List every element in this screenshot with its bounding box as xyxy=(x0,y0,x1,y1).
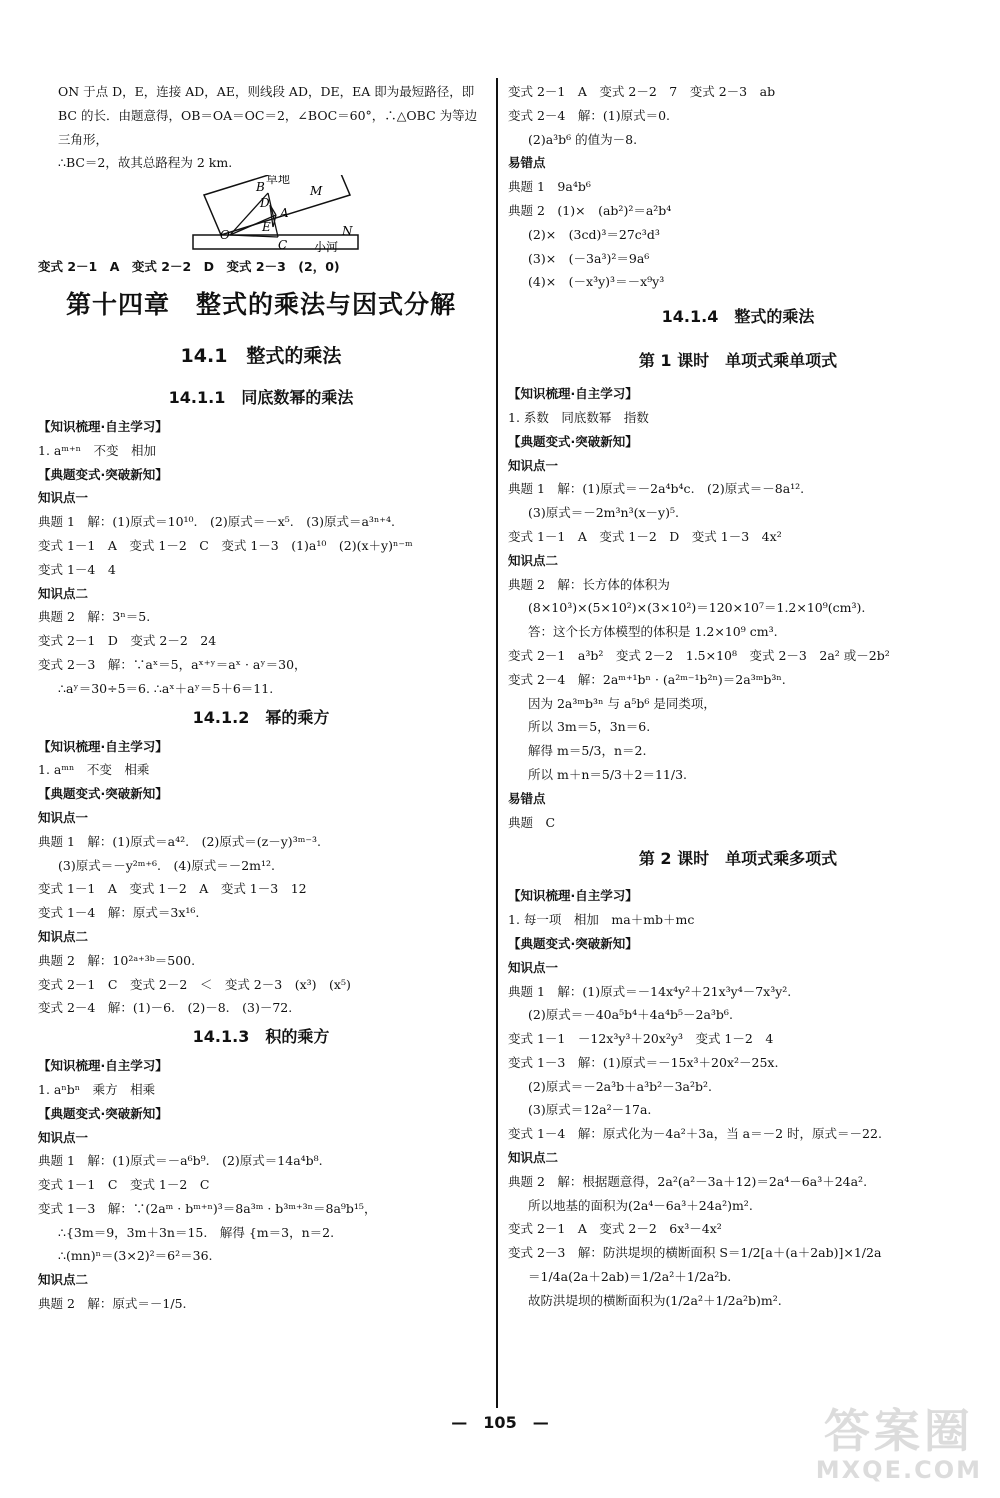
subsection-title-2: 14.1.2 幂的乘方 xyxy=(192,707,330,727)
l1-lines-line: 【知识梳理·自主学习】 xyxy=(508,386,638,402)
l2-lines-line: 知识点二 xyxy=(508,1150,559,1166)
sec2-lines-line: 1. aᵐⁿ 不变 相乘 xyxy=(38,762,150,778)
l2-lines-line: 典题 2 解：根据题意得，2a²(a²－3a＋12)＝2a⁴－6a³＋24a². xyxy=(508,1173,868,1189)
l1-lines-line: 因为 2a³ᵐb³ⁿ 与 a⁵b⁶ 是同类项， xyxy=(528,695,716,711)
l1-lines-line: 所以 m＋n＝5/3＋2＝11/3. xyxy=(528,766,687,782)
point-M: M xyxy=(310,184,323,199)
sec2-lines-line: 知识点一 xyxy=(38,809,89,825)
subsection-1-content xyxy=(38,415,484,701)
section-title: 14.1 整式的乘法 xyxy=(180,344,342,367)
l2-lines-line: 变式 1－4 解：原式化为－4a²＋3a，当 a＝－2 时，原式＝－22. xyxy=(508,1126,882,1142)
sec3-lines-line: ∴{3m＝9，3m＋3n＝15. 解得 {m＝3，n＝2. xyxy=(58,1224,335,1240)
geometry-figure xyxy=(38,175,484,255)
sec3-lines-line: 【典题变式·突破新知】 xyxy=(38,1105,168,1121)
sec2-lines-line: 变式 2－4 解：(1)－6. (2)－8. (3)－72. xyxy=(38,1000,293,1016)
watermark-line1: 答案圈 xyxy=(823,1404,974,1458)
right-column xyxy=(508,80,968,1313)
left-line: ON 于点 D，E，连接 AD，AE，则线段 AD，DE，EA 即为最短路径，即 xyxy=(58,84,475,99)
sec2-lines-line: 【典题变式·突破新知】 xyxy=(38,786,168,802)
lesson-2-content xyxy=(508,884,968,1312)
sec3-lines-line: 典题 2 解：原式＝－1/5. xyxy=(38,1296,187,1312)
sec3-lines-line: ∴(mn)ⁿ＝(3×2)²＝6²＝36. xyxy=(58,1248,213,1264)
right-top-line: (2)a³b⁶ 的值为－8. xyxy=(528,131,638,147)
l1-lines-line: 变式 2－4 解：2aᵐ⁺¹bⁿ · (a²ᵐ⁻¹b²ⁿ)＝2a³ᵐb³ⁿ. xyxy=(508,671,786,687)
lesson-2-title: 第 2 课时 单项式乘多项式 xyxy=(638,849,838,869)
left-line: 三角形， xyxy=(58,131,109,147)
sec1-lines-line: 【知识梳理·自主学习】 xyxy=(38,418,168,434)
l1-lines-line: 解得 m＝5/3，n＝2. xyxy=(528,743,647,759)
sec2-lines-line: (3)原式＝－y²ᵐ⁺⁶. (4)原式＝－2m¹². xyxy=(58,857,276,873)
l1-lines-line: 典题 2 解：长方体的体积为 xyxy=(508,576,670,592)
lesson-1-content xyxy=(508,382,968,834)
column-divider xyxy=(496,78,498,1408)
l2-lines-line: 变式 1－3 解：(1)原式＝－15x³＋20x²－25x. xyxy=(508,1054,779,1070)
l1-lines-line: 答：这个长方体模型的体积是 1.2×10⁹ cm³. xyxy=(528,624,778,640)
sec1-lines-line: 变式 2－3 解：∵aˣ＝5，aˣ⁺ʸ＝aˣ · aʸ＝30， xyxy=(38,656,307,672)
sec1-lines-line: 知识点一 xyxy=(38,490,89,506)
point-E: E xyxy=(262,220,271,235)
watermark-line2: MXQE.COM xyxy=(815,1456,982,1484)
subsection-2-content xyxy=(38,735,484,1021)
right-top-content xyxy=(508,80,968,294)
sec1-lines-line: 【典题变式·突破新知】 xyxy=(38,466,168,482)
sec2-lines-line: 变式 1－4 解：原式＝3x¹⁶. xyxy=(38,905,200,921)
l1-lines-line: 变式 2－1 a³b² 变式 2－2 1.5×10⁸ 变式 2－3 2a² 或－2b² xyxy=(508,647,890,663)
sec3-lines-line: 1. aⁿbⁿ 乘方 相乘 xyxy=(38,1081,156,1097)
l1-lines-line: 知识点二 xyxy=(508,552,559,568)
l1-lines-line: (8×10³)×(5×10²)×(3×10²)＝120×10⁷＝1.2×10⁹(cm³). xyxy=(528,600,866,616)
sec1-lines-line: 变式 1－4 4 xyxy=(38,561,116,577)
l2-lines-line: 1. 每一项 相加 ma＋mb＋mc xyxy=(508,912,695,928)
subsection-3-content xyxy=(38,1054,484,1316)
sec1-lines-line: 典题 1 解：(1)原式＝10¹⁰. (2)原式＝－x⁵. (3)原式＝a³ⁿ⁺⁴. xyxy=(38,514,395,530)
right-top-line: (3)× (－3a³)²＝9a⁶ xyxy=(528,250,650,266)
left2-line: 变式 2－1 A 变式 2－2 D 变式 2－3 (2，0) xyxy=(38,259,340,275)
chapter-title: 第十四章 整式的乘法与因式分解 xyxy=(65,289,456,319)
subsection-title-3: 14.1.3 积的乘方 xyxy=(192,1027,330,1047)
point-B: B xyxy=(256,180,265,195)
l1-lines-line: 1. 系数 同底数幂 指数 xyxy=(508,409,649,425)
l2-lines-line: 知识点一 xyxy=(508,959,559,975)
l2-lines-line: (2)原式＝－40a⁵b⁴＋4a⁴b⁵－2a³b⁶. xyxy=(528,1007,733,1023)
point-C: C xyxy=(278,238,288,253)
sec3-lines-line: 【知识梳理·自主学习】 xyxy=(38,1058,168,1074)
watermark xyxy=(816,1406,982,1484)
left-column xyxy=(38,80,484,1316)
river-label: 小河 xyxy=(314,240,339,255)
right-top-line: 典题 1 9a⁴b⁶ xyxy=(508,179,591,195)
sec1-lines-line: 变式 2－1 D 变式 2－2 24 xyxy=(38,633,217,649)
sec1-lines-line: 变式 1－1 A 变式 1－2 C 变式 1－3 (1)a¹⁰ (2)(x＋y)ⁿ⁻ᵐ xyxy=(38,537,413,553)
l1-lines-line: 【典题变式·突破新知】 xyxy=(508,433,638,449)
right-top-line: (2)× (3cd)³＝27c³d³ xyxy=(528,226,660,242)
point-A: A xyxy=(280,206,289,221)
route-diagram xyxy=(38,175,484,255)
left-line: BC 的长．由题意得，OB＝OA＝OC＝2，∠BOC＝60°，∴△OBC 为等边 xyxy=(58,107,478,123)
l1-lines-line: 典题 C xyxy=(508,814,556,830)
l2-lines-line: 【典题变式·突破新知】 xyxy=(508,935,638,951)
sec3-lines-line: 知识点二 xyxy=(38,1272,89,1288)
l2-lines-line: (3)原式＝12a²－17a. xyxy=(528,1102,652,1118)
sec3-lines-line: 变式 1－1 C 变式 1－2 C xyxy=(38,1177,210,1193)
grass-label: 草地 xyxy=(266,175,291,187)
sec3-lines-line: 变式 1－3 解：∵(2aᵐ · bᵐ⁺ⁿ)³＝8a³ᵐ · b³ᵐ⁺³ⁿ＝8a⁹b¹⁵， xyxy=(38,1200,377,1216)
l2-lines-line: 典题 1 解：(1)原式＝－14x⁴y²＋21x³y⁴－7x³y². xyxy=(508,983,792,999)
sec1-lines-line: 知识点二 xyxy=(38,585,89,601)
l1-lines-line: 所以 3m＝5，3n＝6. xyxy=(528,719,651,735)
l1-lines-line: 易错点 xyxy=(508,790,546,806)
l2-lines-line: 变式 2－1 A 变式 2－2 6x³－4x² xyxy=(508,1221,722,1237)
sec1-lines-line: 1. aᵐ⁺ⁿ 不变 相加 xyxy=(38,442,157,458)
left-line: ∴BC＝2，故其总路程为 2 km. xyxy=(58,155,233,171)
l1-lines-line: 变式 1－1 A 变式 1－2 D 变式 1－3 4x² xyxy=(508,528,782,544)
right-top-line: 变式 2－1 A 变式 2－2 7 变式 2－3 ab xyxy=(508,84,776,99)
l2-lines-line: 变式 1－1 －12x³y³＋20x²y³ 变式 1－2 4 xyxy=(508,1031,774,1047)
sec2-lines-line: 典题 1 解：(1)原式＝a⁴². (2)原式＝(z－y)³ᵐ⁻³. xyxy=(38,833,321,849)
sec1-lines-line: 典题 2 解：3ⁿ＝5. xyxy=(38,609,151,625)
sec2-lines-line: 变式 2－1 C 变式 2－2 ＜ 变式 2－3 (x³) (x⁵) xyxy=(38,976,351,992)
lesson-1-title: 第 1 课时 单项式乘单项式 xyxy=(638,351,838,371)
sec2-lines-line: 知识点二 xyxy=(38,928,89,944)
l2-lines-line: 变式 2－3 解：防洪堤坝的横断面积 S＝1/2[a＋(a＋2ab)]×1/2a xyxy=(508,1245,882,1261)
right-top-line: 典题 2 (1)× (ab²)²＝a²b⁴ xyxy=(508,202,672,218)
right-top-line: 易错点 xyxy=(508,155,546,171)
sec2-lines-line: 变式 1－1 A 变式 1－2 A 变式 1－3 12 xyxy=(38,881,307,897)
point-O: O xyxy=(220,228,230,243)
l2-lines-line: 【知识梳理·自主学习】 xyxy=(508,888,638,904)
sec2-lines-line: 【知识梳理·自主学习】 xyxy=(38,738,168,754)
l1-lines-line: 典题 1 解：(1)原式＝－2a⁴b⁴c. (2)原式＝－8a¹². xyxy=(508,481,805,497)
point-D: D xyxy=(260,196,270,211)
right-top-line: (4)× (－x³y)³＝－x⁹y³ xyxy=(528,274,665,290)
page-number: — 105 — xyxy=(451,1413,549,1432)
sec3-lines-line: 知识点一 xyxy=(38,1129,89,1145)
sec2-lines-line: 典题 2 解：10²ᵃ⁺³ᵇ＝500. xyxy=(38,952,196,968)
l2-lines-line: ＝1/4a(2a＋2ab)＝1/2a²＋1/2a²b. xyxy=(528,1269,732,1285)
point-N: N xyxy=(342,224,353,239)
intro-lines xyxy=(38,80,484,175)
sec3-lines-line: 典题 1 解：(1)原式＝－a⁶b⁹. (2)原式＝14a⁴b⁸. xyxy=(38,1153,323,1169)
right-top-line: 变式 2－4 解：(1)原式＝0. xyxy=(508,107,671,123)
subsection-title-4: 14.1.4 整式的乘法 xyxy=(661,307,815,327)
l2-lines-line: 所以地基的面积为(2a⁴－6a³＋24a²)m². xyxy=(528,1197,753,1213)
variant-answers xyxy=(38,255,484,279)
sec1-lines-line: ∴aʸ＝30÷5＝6. ∴aˣ＋aʸ＝5＋6＝11. xyxy=(58,680,274,696)
subsection-title-1: 14.1.1 同底数幂的乘法 xyxy=(168,387,354,407)
l1-lines-line: (3)原式＝－2m³n³(x－y)⁵. xyxy=(528,505,679,521)
l2-lines-line: (2)原式＝－2a³b＋a³b²－3a²b². xyxy=(528,1078,713,1094)
l2-lines-line: 故防洪堤坝的横断面积为(1/2a²＋1/2a²b)m². xyxy=(528,1292,782,1308)
l1-lines-line: 知识点一 xyxy=(508,457,559,473)
